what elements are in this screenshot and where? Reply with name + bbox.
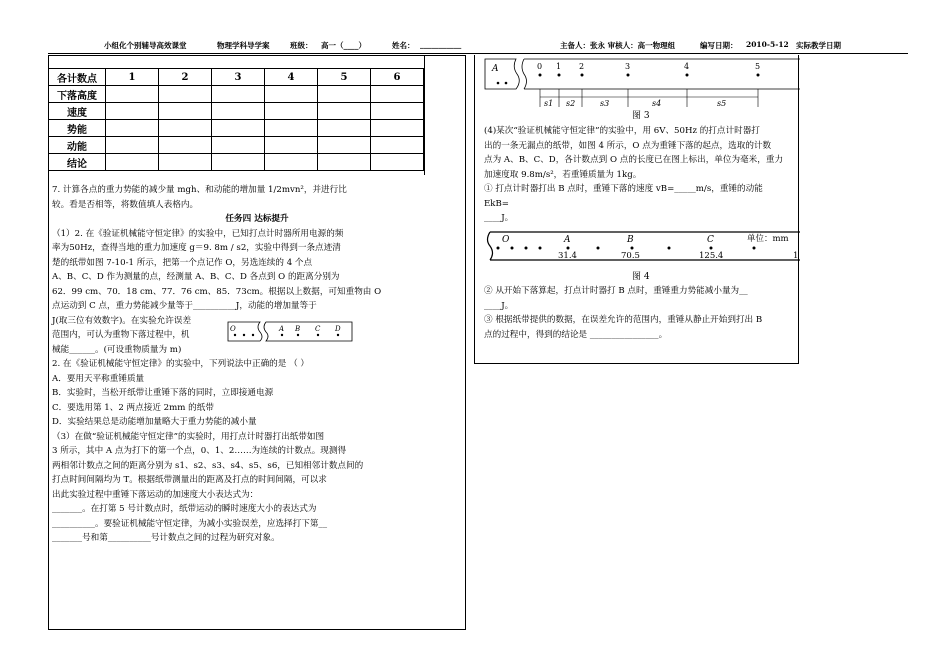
tape-label: A (279, 325, 285, 333)
fig3-count: 3 (625, 62, 631, 71)
table-row (49, 86, 424, 103)
para: ① 打点计时器打出 B 点时，重锤下落的速度 vB=_____m/s，重锤的动能 (484, 184, 763, 194)
left-table-right-edge (424, 55, 425, 175)
table-cell[interactable] (318, 86, 371, 103)
para: ____J。 (484, 213, 514, 223)
fig3-count: 5 (755, 62, 761, 71)
table-row-label: 下落高度 (49, 86, 106, 103)
table-cell[interactable] (106, 137, 159, 154)
table-row-label: 速度 (49, 103, 106, 120)
fig3-count: 1 (556, 62, 562, 71)
fig3-seg: s1 (544, 99, 554, 108)
table-cell[interactable] (106, 154, 159, 171)
table-row (49, 103, 424, 120)
table-col: 2 (159, 69, 212, 86)
para: _______。在打第 5 号计数点时，纸带运动的瞬时速度大小的表达式为 (52, 504, 317, 514)
option-c: C．要选用第 1、2 两点接近 2mm 的纸带 (52, 402, 214, 413)
table-col: 4 (265, 69, 318, 86)
table-col: 5 (318, 69, 371, 86)
para: J(取三位有效数字)。在实验允许误差 (52, 315, 192, 326)
data-table (48, 68, 424, 171)
header-subject: 物理学科导学案 (217, 41, 270, 50)
para: 7. 计算各点的重力势能的减少量 mgh、和动能的增加量 1/2mvn²，并进行比 (52, 185, 347, 195)
table-cell[interactable] (212, 120, 265, 137)
right-text-block-2 (484, 284, 796, 342)
header-author: 主备人：张永 审核人：高一物理组 (560, 41, 676, 50)
table-cell[interactable] (159, 137, 212, 154)
table-cell[interactable] (212, 103, 265, 120)
table-cell[interactable] (159, 103, 212, 120)
right-text-block-1 (484, 124, 796, 226)
para: 62．99 cm、70．18 cm、77．76 cm、85．73cm。根据以上数据，可知重物由 O (52, 286, 382, 297)
para: 3 所示，其中 A 点为打下的第一个点，0、1、2……为连续的计数点。现测得 (52, 446, 347, 456)
para: 打点时间间隔均为 T。根据纸带测量出的距离及打点的时间间隔，可以求 (52, 475, 327, 485)
table-col: 1 (106, 69, 159, 86)
table-col: 6 (371, 69, 424, 86)
fig4-distance: 70.5 (621, 251, 640, 261)
para: __________。要验证机械能守恒定律，为减小实验误差，应选择打下第__ (52, 518, 328, 529)
header-group: 小组化个别辅导高效课堂 (104, 41, 187, 50)
fig3-seg: s4 (652, 99, 662, 108)
fig3-caption: 图 3 (632, 111, 650, 121)
para: 范围内，可认为重物下落过程中，机 (52, 330, 190, 340)
para: （1）2. 在《验证机械能守恒定律》的实验中，已知打点计时器所用电源的频 (52, 228, 344, 239)
fig3-seg: s2 (566, 99, 576, 108)
table-row (49, 137, 424, 154)
table-cell[interactable] (106, 120, 159, 137)
option-a: A．要用天平称重锤质量 (52, 373, 145, 384)
para: 两相邻计数点之间的距离分别为 s1、s2、s3、s4、s5、s6，已知相邻计数点间的 (52, 460, 364, 471)
table-cell[interactable] (265, 120, 318, 137)
header-date-label: 编写日期： (700, 41, 738, 50)
fig4-point: C (707, 235, 714, 245)
fig3-count: 4 (684, 62, 690, 71)
fig4-distance: 1 (793, 251, 799, 261)
para: 械能______。(可设重物质量为 m) (52, 344, 182, 355)
tape-label: D (335, 325, 341, 333)
tape-label: B (295, 325, 301, 333)
para: 率为50Hz，查得当地的重力加速度 g＝9. 8m / s2，实验中得到一条点迹清 (52, 243, 341, 253)
table-cell[interactable] (159, 86, 212, 103)
table-cell[interactable] (371, 120, 424, 137)
para: 出此实验过程中重锤下落运动的加速度大小表达式为： (52, 489, 259, 500)
fig4-unit: 单位：mm (747, 234, 789, 244)
table-cell[interactable] (318, 103, 371, 120)
para: A、B、C、D 作为测量的点，经测量 A、B、C、D 各点到 O 的距离分别为 (52, 272, 340, 282)
table-row-label: 动能 (49, 137, 106, 154)
table-cell[interactable] (159, 154, 212, 171)
para: 点的过程中，得到的结论是 ________________。 (484, 329, 668, 340)
para: 点运动到 C 点，重力势能减少量等于__________J，动能的增加量等于 (52, 301, 317, 311)
table-cell[interactable] (265, 86, 318, 103)
para: 2. 在《验证机械能守恒定律》的实验中，下列说法中正确的是 （ ） (52, 359, 310, 369)
table-cell[interactable] (371, 86, 424, 103)
table-cell[interactable] (265, 103, 318, 120)
header-class-value: 高一（____） (321, 41, 366, 50)
para: _______号和第__________号计数点之间的过程为研究对象。 (52, 533, 280, 543)
para: 加速度取 9.8m/s²，若重锤质量为 1kg。 (484, 169, 642, 180)
table-cell[interactable] (371, 137, 424, 154)
table-cell[interactable] (212, 86, 265, 103)
table-cell[interactable] (371, 154, 424, 171)
table-cell[interactable] (106, 86, 159, 103)
table-row (49, 154, 424, 171)
small-tape-figure (226, 318, 356, 344)
header-name-label: 姓名： (392, 41, 415, 50)
header-name-value: ___________ (420, 40, 462, 49)
para: 点为 A、B、C、D，各计数点到 O 点的长度已在图上标出，单位为毫米，重力 (484, 155, 784, 165)
table-col: 3 (212, 69, 265, 86)
header-actual-date: 实际教学日期 (796, 41, 841, 50)
table-row-label: 结论 (49, 154, 106, 171)
table-cell[interactable] (106, 103, 159, 120)
fig4-distance: 31.4 (558, 251, 577, 261)
header-date-value: 2010-5-12 (746, 40, 789, 49)
header-class-label: 班级： (290, 41, 313, 50)
page-header (0, 40, 950, 52)
table-header-row (49, 69, 424, 86)
para: 较。看是否相等，将数值填人表格内。 (52, 199, 199, 210)
option-b: B．实验时，当松开纸带让重锤下落的同时，立即接通电源 (52, 388, 274, 398)
fig3-count: 2 (579, 62, 585, 71)
option-d: D．实验结果总是动能增加量略大于重力势能的减小量 (52, 417, 257, 427)
fig3-point-a: A (492, 64, 499, 74)
figure-4 (484, 228, 800, 264)
table-cell[interactable] (318, 137, 371, 154)
table-cell[interactable] (265, 137, 318, 154)
para: ② 从开始下落算起，打点计时器打 B 点时，重锤重力势能减小量为__ (484, 286, 748, 296)
table-header-label: 各计数点 (49, 69, 106, 86)
table-cell[interactable] (265, 154, 318, 171)
table-cell[interactable] (318, 120, 371, 137)
left-text-block (52, 183, 462, 546)
table-cell[interactable] (212, 154, 265, 171)
fig4-distance: 125.4 (699, 251, 724, 261)
figure-3 (482, 57, 800, 113)
para: 出的一条无漏点的纸带，如图 4 所示，O 点为重锤下落的起点，选取的计数 (484, 140, 772, 151)
section-title: 任务四 达标提升 (225, 214, 289, 224)
table-cell[interactable] (212, 137, 265, 154)
fig4-point: O (502, 235, 510, 245)
fig4-caption: 图 4 (632, 272, 650, 282)
table-cell[interactable] (159, 120, 212, 137)
fig4-point: A (564, 235, 571, 245)
fig3-seg: s3 (600, 99, 610, 108)
table-cell[interactable] (318, 154, 371, 171)
header-rule (48, 53, 908, 54)
para: 楚的纸带如图 7-10-1 所示，把第一个点记作 O，另选连续的 4 个点 (52, 257, 313, 268)
fig4-point: B (627, 235, 634, 245)
table-cell[interactable] (371, 103, 424, 120)
tape-label: C (315, 325, 321, 333)
fig3-seg: s5 (717, 99, 727, 108)
fig3-count: 0 (537, 62, 543, 71)
para: ③ 根据纸带提供的数据，在误差允许的范围内，重锤从静止开始到打出 B (484, 315, 763, 325)
para: (4)某次“验证机械能守恒定律”的实验中，用 6V、50Hz 的打点计时器打 (484, 126, 760, 136)
table-row (49, 120, 424, 137)
para: EkB= (484, 198, 509, 209)
tape-label: O (230, 325, 236, 333)
table-row-label: 势能 (49, 120, 106, 137)
para: （3）在做“验证机械能守恒定律”的实验时，用打点计时器打出纸带如图 (52, 431, 325, 442)
para: ____J。 (484, 300, 514, 311)
